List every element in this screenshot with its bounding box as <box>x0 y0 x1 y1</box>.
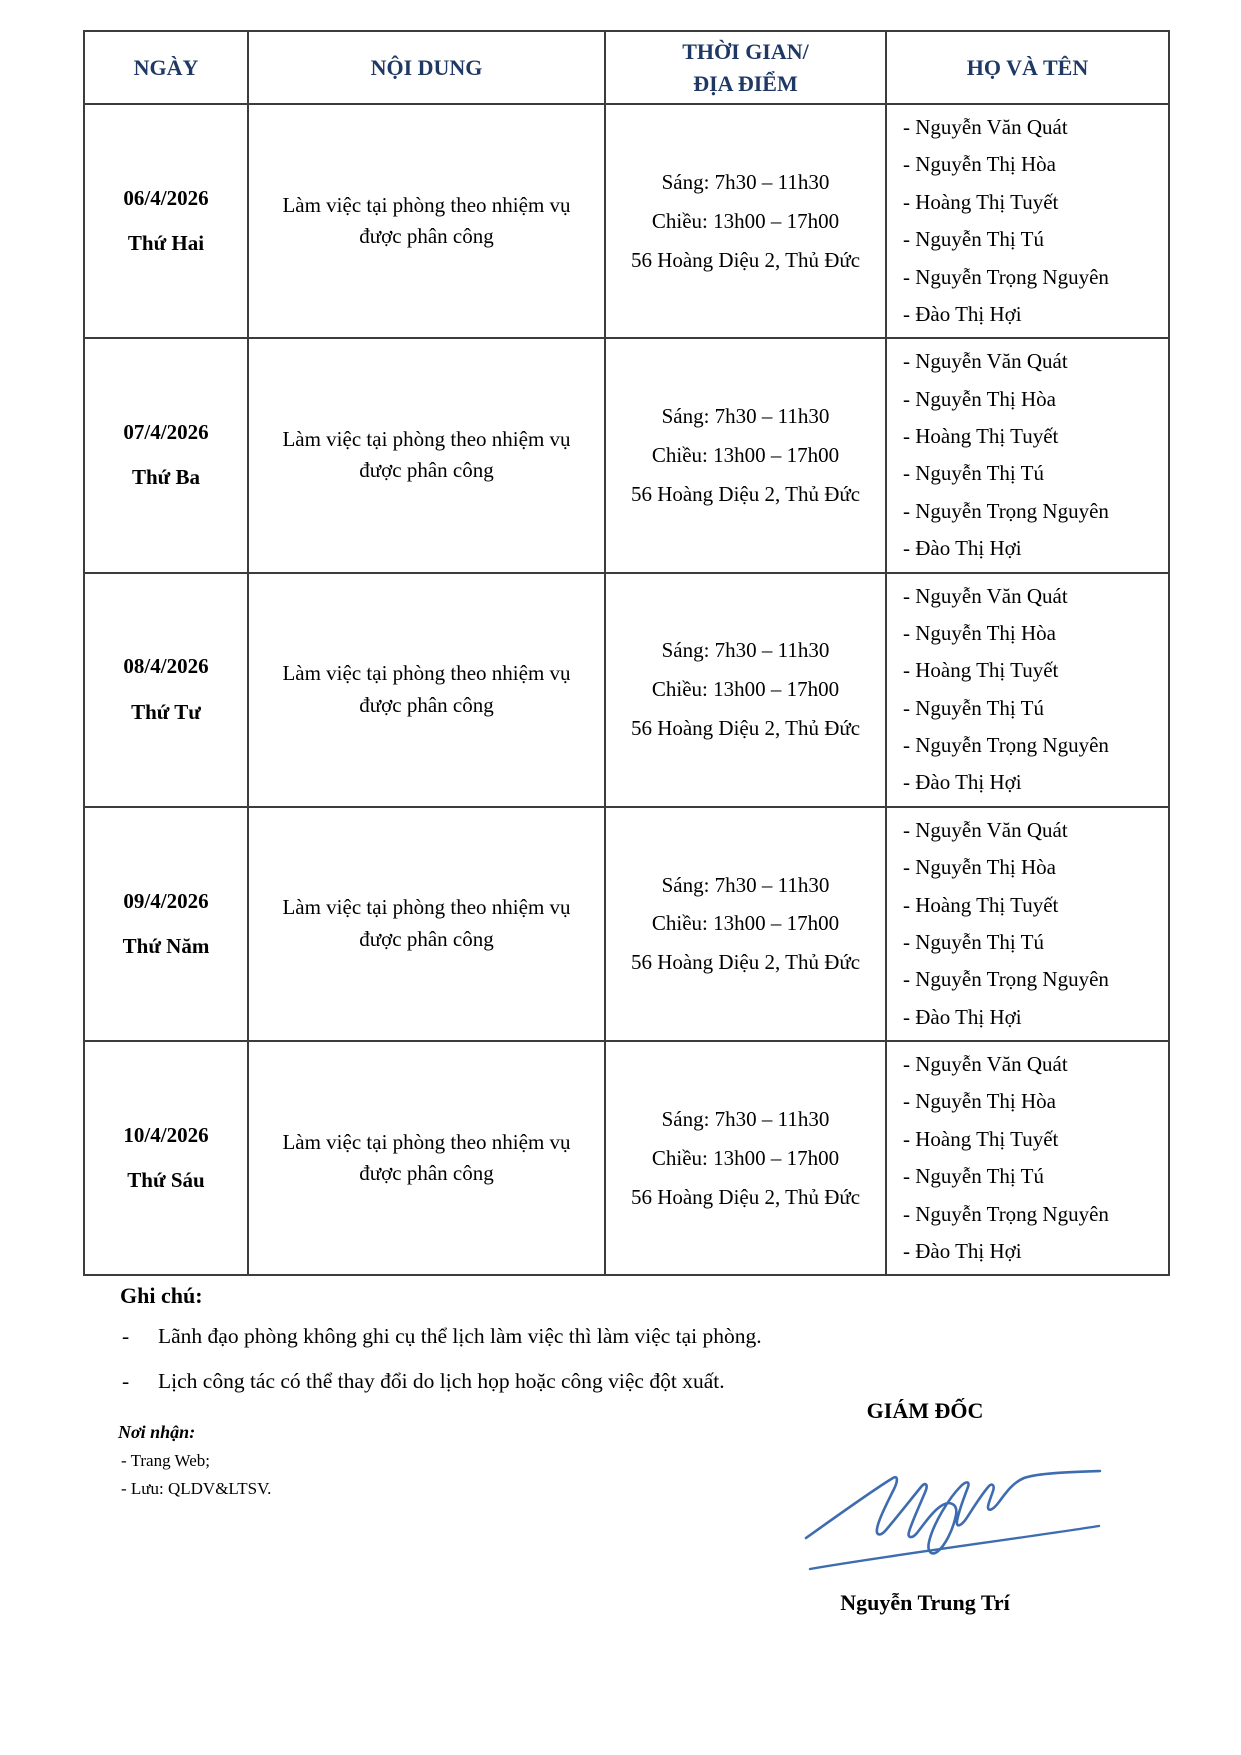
time-afternoon: Chiều: 13h00 – 17h00 <box>651 442 840 467</box>
time-location-cell <box>605 807 886 1041</box>
table-row-tuesday <box>84 338 1169 572</box>
table-row-friday <box>84 1041 1169 1275</box>
table-header-row <box>84 31 1169 104</box>
note-bullet-dash: - <box>122 1324 130 1348</box>
person-name: - Hoàng Thị Tuyết <box>903 892 1059 917</box>
location: 56 Hoàng Diệu 2, Thủ Đức <box>630 247 861 272</box>
person-name: - Nguyễn Trọng Nguyên <box>903 733 1109 757</box>
person-name: - Nguyễn Văn Quát <box>903 583 1068 608</box>
location: 56 Hoàng Diệu 2, Thủ Đức <box>630 481 861 506</box>
recipient-item: - Trang Web; <box>121 1451 210 1470</box>
person-name: - Hoàng Thị Tuyết <box>903 1126 1059 1151</box>
person-name: - Hoàng Thị Tuyết <box>903 424 1059 448</box>
person-name: - Nguyễn Trọng Nguyên <box>903 1201 1109 1226</box>
person-name: - Nguyễn Văn Quát <box>903 115 1068 139</box>
note-bullet-dash: - <box>122 1369 130 1393</box>
names-cell <box>886 338 1169 572</box>
person-name: - Đào Thị Hợi <box>903 770 1022 795</box>
date-value: 09/4/2026 <box>123 888 209 913</box>
location: 56 Hoàng Diệu 2, Thủ Đức <box>630 950 861 975</box>
table-row-monday <box>84 104 1169 338</box>
signature-underline-stroke <box>810 1526 1099 1569</box>
time-afternoon: Chiều: 13h00 – 17h00 <box>651 1145 840 1170</box>
names-cell <box>886 1041 1169 1275</box>
note-item <box>122 1324 762 1349</box>
col-header-time-line2: ĐỊA ĐIỂM <box>693 70 798 96</box>
schedule-table <box>83 30 1170 1276</box>
person-name: - Nguyễn Thị Hòa <box>903 152 1056 177</box>
time-morning: Sáng: 7h30 – 11h30 <box>661 1106 830 1131</box>
recipients-title: Nơi nhận: <box>118 1422 196 1442</box>
time-afternoon: Chiều: 13h00 – 17h00 <box>651 911 840 936</box>
weekday-value: Thứ Sáu <box>127 1168 205 1193</box>
person-name: - Nguyễn Thị Hòa <box>903 386 1056 411</box>
person-name: - Nguyễn Trọng Nguyên <box>903 967 1109 992</box>
person-name: - Nguyễn Trọng Nguyên <box>903 264 1109 289</box>
person-name: - Nguyễn Thị Tú <box>903 461 1044 486</box>
notes-title: Ghi chú: <box>120 1283 203 1308</box>
director-title: GIÁM ĐỐC <box>866 1398 984 1423</box>
weekday-value: Thứ Ba <box>131 465 201 490</box>
location: 56 Hoàng Diệu 2, Thủ Đức <box>630 1184 861 1209</box>
names-cell <box>886 104 1169 338</box>
date-cell <box>84 338 248 572</box>
weekday-value: Thứ Hai <box>127 231 205 256</box>
signature-main-stroke <box>806 1471 1100 1553</box>
date-value: 10/4/2026 <box>123 1122 209 1147</box>
location: 56 Hoàng Diệu 2, Thủ Đức <box>630 716 861 741</box>
time-location-cell <box>605 1041 886 1275</box>
weekday-value: Thứ Tư <box>131 699 201 724</box>
time-afternoon: Chiều: 13h00 – 17h00 <box>651 677 840 702</box>
time-location-cell <box>605 573 886 807</box>
time-location-cell <box>605 104 886 338</box>
person-name: - Nguyễn Văn Quát <box>903 349 1068 374</box>
note-text: Lịch công tác có thể thay đổi do lịch họp hoặc công việc đột xuất. <box>158 1369 725 1393</box>
time-morning: Sáng: 7h30 – 11h30 <box>661 872 830 897</box>
content-cell: Làm việc tại phòng theo nhiệm vụ được phân công <box>248 1041 605 1275</box>
col-header-date-label: NGÀY <box>133 54 199 80</box>
col-header-date <box>84 31 248 104</box>
person-name: - Nguyễn Thị Tú <box>903 929 1044 954</box>
col-header-content-label: NỘI DUNG <box>370 54 483 80</box>
person-name: - Nguyễn Thị Hòa <box>903 1089 1056 1114</box>
date-cell <box>84 1041 248 1275</box>
person-name: - Đào Thị Hợi <box>903 301 1022 326</box>
table-row-wednesday <box>84 573 1169 807</box>
person-name: - Nguyễn Thị Hòa <box>903 620 1056 645</box>
col-header-content <box>248 31 605 104</box>
note-text: Lãnh đạo phòng không ghi cụ thể lịch làm việc thì làm việc tại phòng. <box>158 1324 762 1348</box>
person-name: - Đào Thị Hợi <box>903 1004 1022 1029</box>
person-name: - Nguyễn Thị Hòa <box>903 855 1056 880</box>
names-cell <box>886 573 1169 807</box>
person-name: - Nguyễn Thị Tú <box>903 695 1044 720</box>
weekday-value: Thứ Năm <box>122 933 210 958</box>
person-name: - Nguyễn Thị Tú <box>903 1164 1044 1189</box>
recipients-block <box>118 1422 271 1504</box>
director-name: Nguyễn Trung Trí <box>840 1590 1010 1615</box>
content-cell: Làm việc tại phòng theo nhiệm vụ được phân công <box>248 104 605 338</box>
person-name: - Hoàng Thị Tuyết <box>903 189 1059 214</box>
time-afternoon: Chiều: 13h00 – 17h00 <box>651 208 840 233</box>
person-name: - Nguyễn Văn Quát <box>903 1052 1068 1076</box>
signature-image <box>800 1452 1105 1574</box>
date-cell <box>84 573 248 807</box>
col-header-names <box>886 31 1169 104</box>
col-header-names-label: HỌ VÀ TÊN <box>966 54 1089 80</box>
note-item <box>122 1369 725 1394</box>
person-name: - Đào Thị Hợi <box>903 1238 1022 1263</box>
date-value: 06/4/2026 <box>123 185 209 210</box>
time-morning: Sáng: 7h30 – 11h30 <box>661 404 830 429</box>
time-location-cell <box>605 338 886 572</box>
person-name: - Nguyễn Văn Quát <box>903 817 1068 842</box>
date-cell <box>84 104 248 338</box>
date-cell <box>84 807 248 1041</box>
date-value: 07/4/2026 <box>123 420 209 445</box>
person-name: - Nguyễn Thị Tú <box>903 227 1044 252</box>
person-name: - Hoàng Thị Tuyết <box>903 658 1059 683</box>
table-row-thursday <box>84 807 1169 1041</box>
time-morning: Sáng: 7h30 – 11h30 <box>661 169 830 194</box>
col-header-time-line1: THỜI GIAN/ <box>682 38 809 64</box>
person-name: - Đào Thị Hợi <box>903 536 1022 561</box>
person-name: - Nguyễn Trọng Nguyên <box>903 498 1109 523</box>
content-cell: Làm việc tại phòng theo nhiệm vụ được phân công <box>248 573 605 807</box>
col-header-time-location <box>605 31 886 104</box>
recipient-item: - Lưu: QLDV&LTSV. <box>121 1478 272 1498</box>
content-cell: Làm việc tại phòng theo nhiệm vụ được phân công <box>248 338 605 572</box>
content-cell: Làm việc tại phòng theo nhiệm vụ được phân công <box>248 807 605 1041</box>
time-morning: Sáng: 7h30 – 11h30 <box>661 638 830 663</box>
date-value: 08/4/2026 <box>123 654 209 679</box>
names-cell <box>886 807 1169 1041</box>
